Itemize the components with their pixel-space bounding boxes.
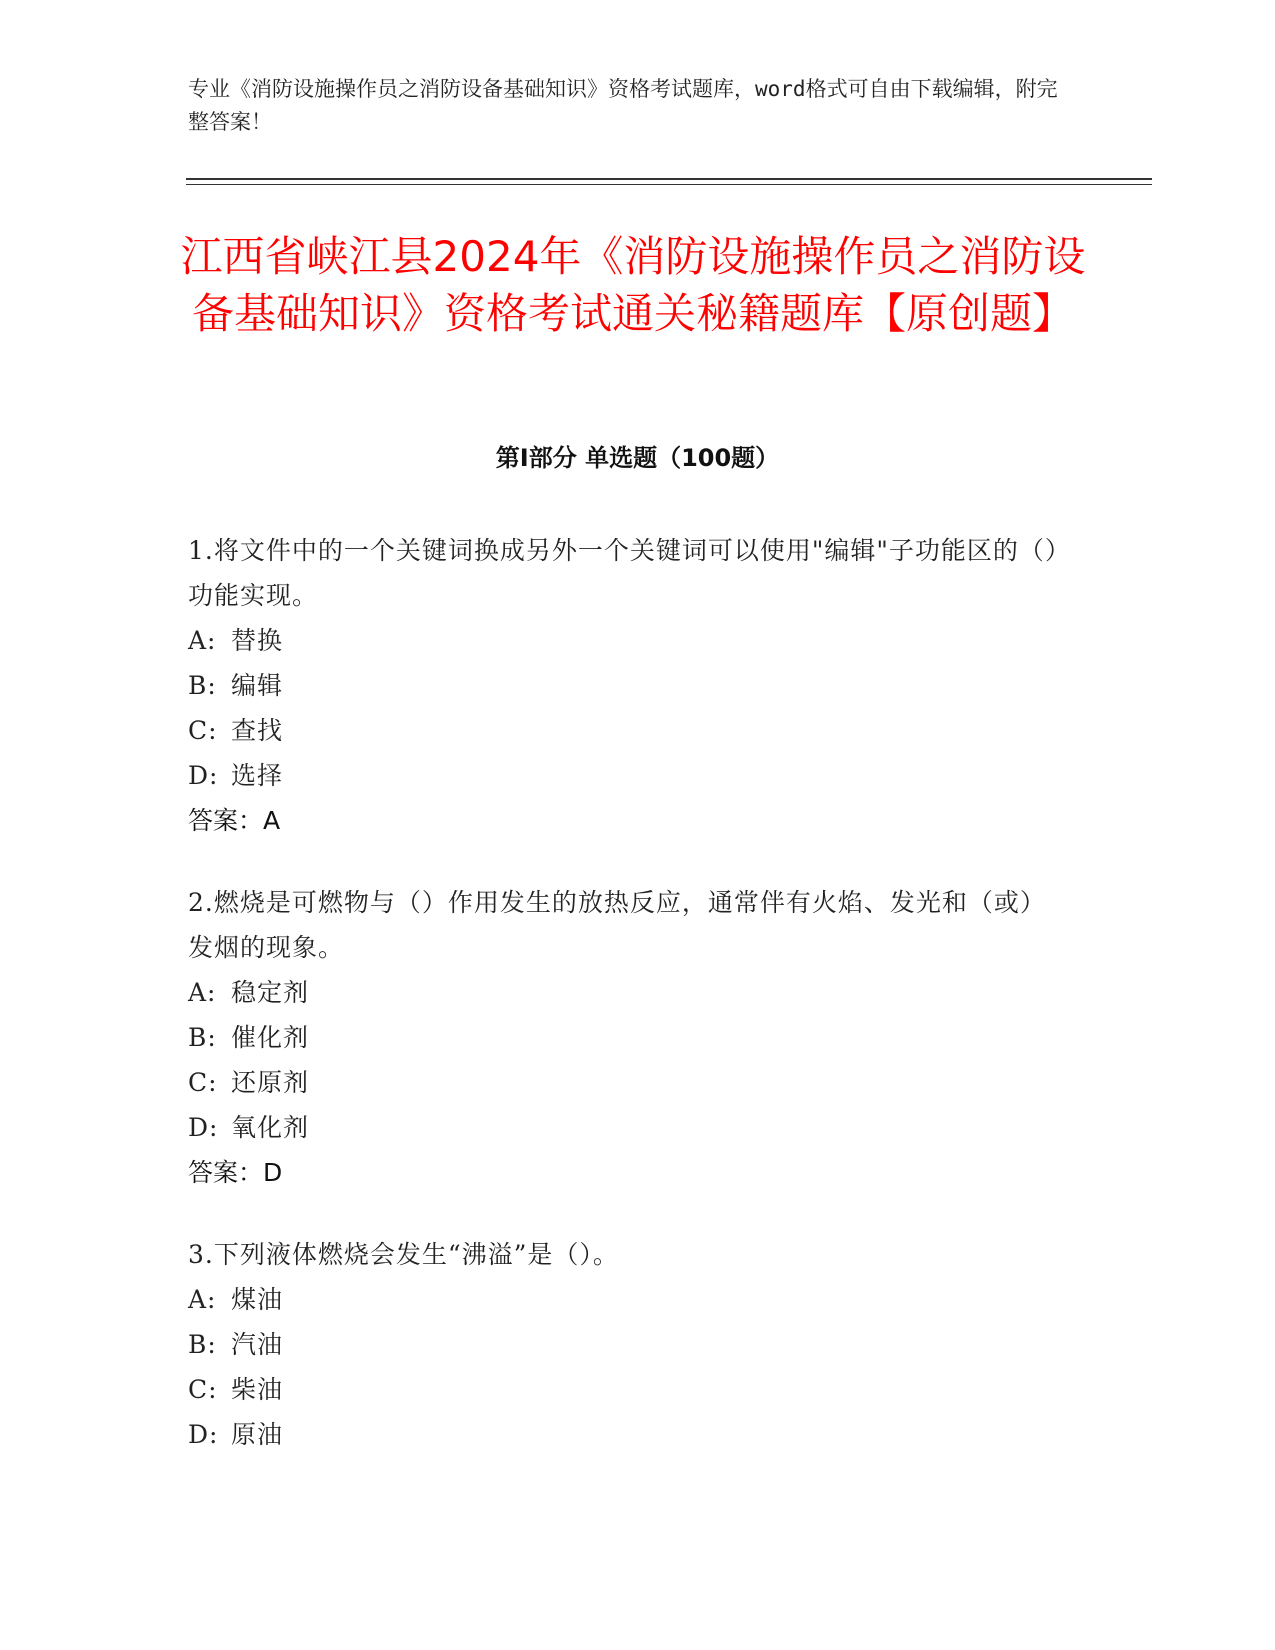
option-letter: A:	[188, 626, 217, 655]
section-heading: 第I部分 单选题（100题）	[495, 444, 780, 472]
option-a	[188, 618, 1068, 663]
option-letter: D:	[188, 1420, 219, 1449]
option-letter: C:	[188, 1068, 218, 1097]
question-2	[188, 880, 1068, 1195]
option-text: 还原剂	[231, 1068, 310, 1097]
option-a	[188, 1277, 1068, 1322]
header-divider-thick	[186, 178, 1152, 180]
option-text: 原油	[231, 1420, 284, 1449]
option-d	[188, 753, 1068, 798]
option-letter: D:	[188, 1113, 219, 1142]
option-text: 替换	[231, 626, 284, 655]
option-c	[188, 708, 1068, 753]
question-text: 1.将文件中的一个关键词换成另外一个关键词可以使用"编辑"子功能区的（）功能实现。	[188, 536, 1059, 610]
answer-line: 答案：D	[188, 1158, 283, 1187]
option-text: 氧化剂	[231, 1113, 310, 1142]
option-letter: B:	[188, 671, 217, 700]
question-1	[188, 528, 1068, 843]
option-c	[188, 1367, 1068, 1412]
option-letter: C:	[188, 716, 218, 745]
intro-text: 专业《消防设施操作员之消防设备基础知识》资格考试题库，word格式可自由下载编辑，附完整答案！	[188, 77, 1058, 134]
option-letter: B:	[188, 1330, 217, 1359]
option-b	[188, 1015, 1068, 1060]
option-text: 煤油	[231, 1285, 284, 1314]
option-text: 稳定剂	[231, 978, 310, 1007]
option-text: 编辑	[231, 671, 284, 700]
question-3	[188, 1232, 1068, 1457]
option-text: 催化剂	[231, 1023, 310, 1052]
option-letter: C:	[188, 1375, 218, 1404]
question-text: 3.下列液体燃烧会发生“沸溢”是（）。	[188, 1240, 619, 1269]
option-c	[188, 1060, 1068, 1105]
answer-line: 答案：A	[188, 806, 281, 835]
question-list	[188, 528, 1068, 1494]
option-text: 柴油	[231, 1375, 284, 1404]
option-letter: B:	[188, 1023, 217, 1052]
header-divider-thin	[186, 184, 1152, 185]
option-letter: A:	[188, 1285, 217, 1314]
option-letter: A:	[188, 978, 217, 1007]
option-a	[188, 970, 1068, 1015]
option-d	[188, 1105, 1068, 1150]
option-b	[188, 663, 1068, 708]
question-text: 2.燃烧是可燃物与（）作用发生的放热反应，通常伴有火焰、发光和（或）发烟的现象。	[188, 888, 1046, 962]
option-text: 汽油	[231, 1330, 284, 1359]
option-text: 选择	[231, 761, 284, 790]
option-d	[188, 1412, 1068, 1457]
option-text: 查找	[231, 716, 284, 745]
option-letter: D:	[188, 761, 219, 790]
option-b	[188, 1322, 1068, 1367]
document-title: 江西省峡江县2024年《消防设施操作员之消防设备基础知识》资格考试通关秘籍题库【原创题】	[180, 232, 1086, 338]
